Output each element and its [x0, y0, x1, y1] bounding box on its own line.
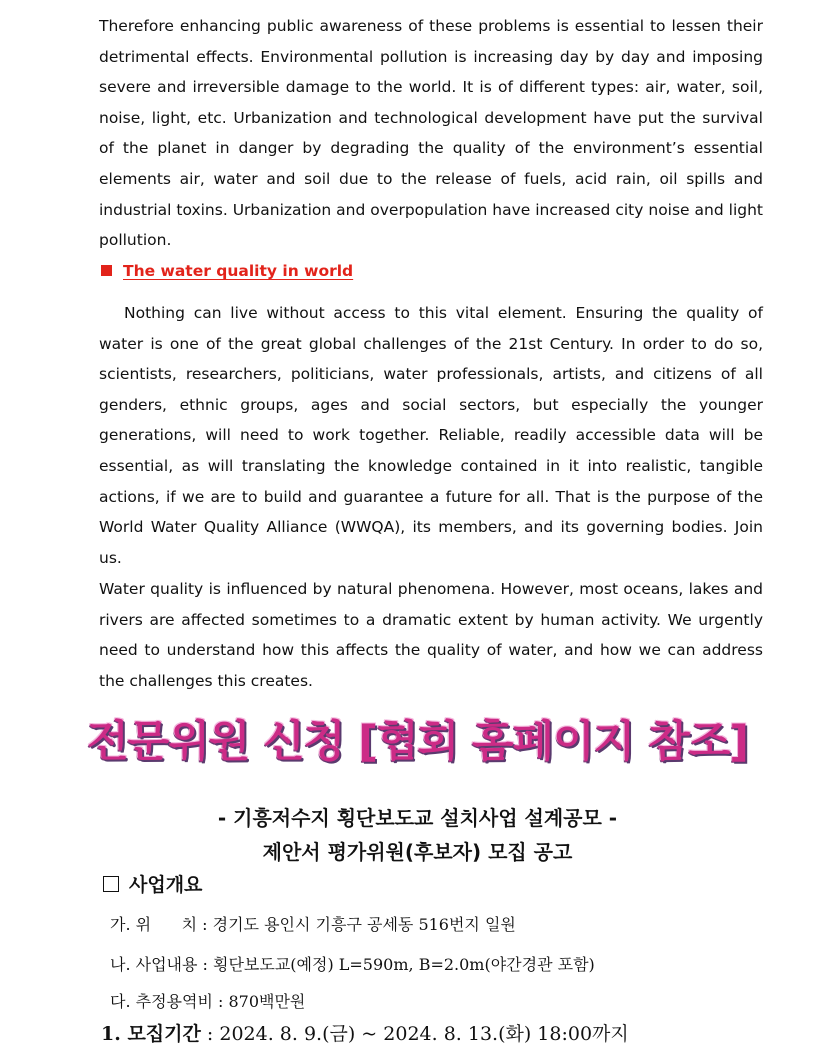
- overview-item-location: 가. 위 치 : 경기도 용인시 기흥구 공세동 516번지 일원: [110, 912, 516, 935]
- item-value: 870백만원: [228, 992, 306, 1011]
- period-value: 2024. 8. 9.(금) ~ 2024. 8. 13.(화) 18:00까지: [219, 1023, 629, 1045]
- section-overview: [103, 870, 202, 897]
- notice-title-line1: - 기흥저수지 횡단보도교 설치사업 설계공모 -: [217, 806, 618, 830]
- item-value: 경기도 용인시 기흥구 공세동 516번지 일원: [212, 915, 516, 934]
- period-label: 1. 모집기간: [101, 1023, 201, 1045]
- section-heading-water-quality: [101, 262, 353, 280]
- item-label: 다. 추정용역비: [110, 992, 213, 1011]
- paragraph-environment: Therefore enhancing public awareness of these problems is essential to lessen their detrimental effects. Environmental pollution is increasing day by day and imposing severe and irreversible damage to the world. It is of different types: air, water, soil, noise, light, etc. Urbanization and technological development have put the survival of the planet in danger by degrading the quality of the environment’s essential elements air, water and soil due to the release of fuels, acid rain, oil spills and industrial toxins. Urbanization and overpopulation have increased city noise and light pollution.: [99, 17, 763, 250]
- overview-item-content: 나. 사업내용 : 횡단보도교(예정) L=590m, B=2.0m(야간경관 포함): [110, 952, 595, 975]
- item-label: 가. 위 치: [110, 915, 198, 934]
- paragraph-water-quality: Nothing can live without access to this vital element. Ensuring the quality of water is one of the great global challenges of the 21st Century. In order to do so, scientists, researchers, politicians, water professionals, artists, and citizens of all genders, ethnic groups, ages and social sectors, but especially the younger generations, will need to work together. Reliable, readily accessible data will be essential, as will translating the knowledge contained in it into realistic, tangible actions, if we are to build and guarantee a future for all. That is the purpose of the World Water Quality Alliance (WWQA), its members, and its governing bodies. Join us.: [99, 304, 763, 567]
- section-overview-label: 사업개요: [129, 874, 203, 896]
- notice-title-line2: 제안서 평가위원(후보자) 모집 공고: [262, 840, 573, 864]
- item-label: 나. 사업내용: [110, 955, 198, 974]
- heading-text: The water quality in world: [123, 262, 354, 280]
- red-square-bullet-icon: [101, 265, 112, 276]
- recruitment-period: 1. 모집기간 : 2024. 8. 9.(금) ~ 2024. 8. 13.(화) 18:00까지: [101, 1023, 629, 1045]
- item-value: 횡단보도교(예정) L=590m, B=2.0m(야간경관 포함): [213, 955, 595, 974]
- checkbox-square-icon: [103, 876, 119, 892]
- expert-application-banner: 전문위원 신청 [협회 홈페이지 참조]: [87, 717, 748, 767]
- paragraph-human-activity: Water quality is influenced by natural phenomena. However, most oceans, lakes and rivers are affected sometimes to a dramatic extent by human activity. We urgently need to understand how this affects the quality of water, and how we can address the challenges this creates.: [99, 580, 763, 690]
- overview-item-cost: 다. 추정용역비 : 870백만원: [110, 989, 305, 1012]
